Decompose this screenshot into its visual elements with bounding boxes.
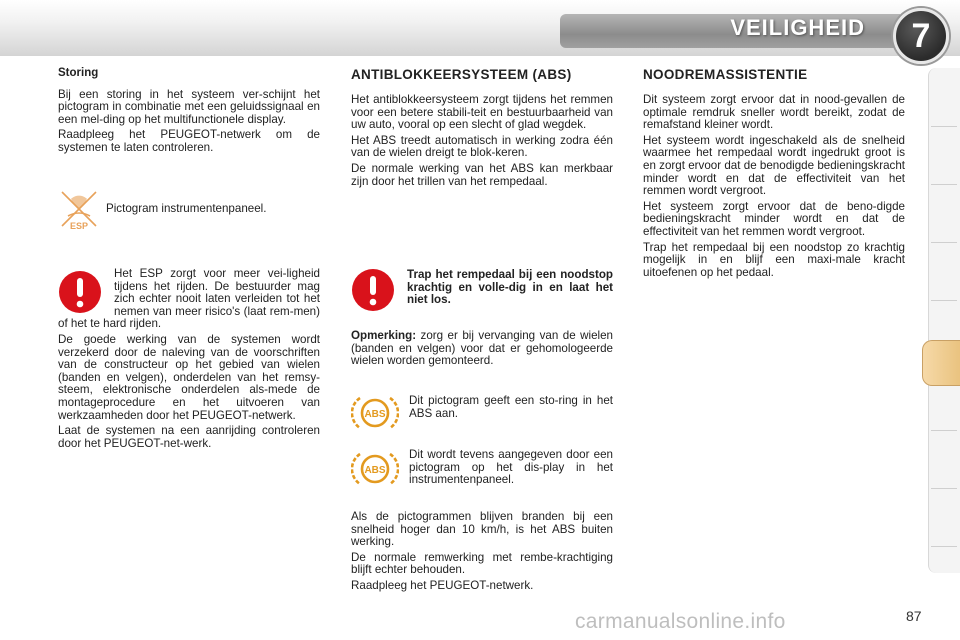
middle-paragraph-5: De normale remwerking met rembe-krachtiging blijft echter behouden. bbox=[351, 550, 613, 577]
middle-paragraph-6: Raadpleeg het PEUGEOT-netwerk. bbox=[351, 578, 534, 592]
left-column bbox=[58, 67, 320, 158]
abs-icon-label: ABS bbox=[364, 409, 386, 420]
middle-paragraph-3: De normale werking van het ABS kan merkbaar zijn door het trillen van het rempedaal. bbox=[351, 161, 613, 188]
middle-paragraph-2: Het ABS treedt automatisch in werking zodra één van de wielen dreigt te blok-keren. bbox=[351, 133, 613, 160]
tab-divider bbox=[931, 184, 957, 185]
tab-divider bbox=[931, 300, 957, 301]
page-title: VEILIGHEID bbox=[730, 15, 865, 40]
middle-warning-block bbox=[351, 266, 613, 314]
right-column bbox=[643, 67, 905, 282]
warning-exclamation-icon bbox=[351, 268, 395, 312]
esp-icon-label: ESP bbox=[69, 221, 89, 231]
esp-warning-text: Het ESP zorgt voor meer vei-ligheid tijdens het rijden. De bestuurder mag zich echter nooit laten verleiden tot het nemen van meer risico's (laat rem-men) of het te hard rijden. bbox=[58, 267, 320, 331]
left-paragraph-3: De goede werking van de systemen wordt verzekerd door de naleving van de voorschriften van de constructeur op het gebied van wielen (banden en velgen), onderdelen van het remsy-steem, elektronische onderdelen als-mede de montageprocedure en het uitvoeren van werkzaamheden door het PEUGEOT-netwerk. bbox=[58, 332, 320, 422]
right-paragraph-4: Trap het rempedaal bij een noodstop zo krachtig mogelijk in en blijf een maxi-male kracht uitoefenen op het pedaal. bbox=[643, 240, 905, 279]
abs-caption-1: Dit pictogram geeft een sto-ring in het ABS aan. bbox=[409, 394, 613, 420]
abs-warning-text: Trap het rempedaal bij een noodstop krachtig en volle-dig in en laat het niet los. bbox=[407, 268, 613, 307]
middle-paragraph-4: Als de pictogrammen blijven branden bij een snelheid hoger dan 10 km/h, is het ABS buiten werking. bbox=[351, 510, 613, 549]
abs-warning-icon bbox=[351, 393, 399, 433]
esp-crossed-icon bbox=[56, 186, 102, 232]
middle-paragraph-1: Het antiblokkeersysteem zorgt tijdens het remmen voor een betere stabili-teit en bestuurbaarheid van uw auto, vooral op een slecht of glad wegdek. bbox=[351, 93, 613, 132]
chapter-tabs bbox=[928, 68, 960, 573]
right-paragraph-1: Dit systeem zorgt ervoor dat in nood-gevallen de optimale remdruk sneller wordt bereikt, zodat de remafstand kleiner wordt. bbox=[643, 93, 905, 132]
right-paragraph-2: Het systeem wordt ingeschakeld als de snelheid waarmee het rempedaal wordt ingedrukt groot is en zorgt ervoor dat de benodigde bedieningskracht minder wordt en dat de effectiviteit van het remmen wordt vergroot. bbox=[643, 133, 905, 198]
tab-divider bbox=[931, 546, 957, 547]
left-paragraph-4: Laat de systemen na een aanrijding controleren door het PEUGEOT-net-werk. bbox=[58, 424, 320, 450]
middle-note bbox=[351, 330, 613, 371]
middle-bottom bbox=[351, 511, 613, 596]
esp-icon-row bbox=[56, 186, 326, 234]
chapter-tab-active[interactable] bbox=[922, 340, 960, 386]
abs-icon-label: ABS bbox=[364, 465, 386, 476]
noodrem-section-title: NOODREMASSISTENTIE bbox=[643, 67, 808, 82]
abs-caption-2: Dit wordt tevens aangegeven door een pictogram op het dis-play in het instrumentenpaneel. bbox=[409, 448, 613, 487]
tab-divider bbox=[931, 488, 957, 489]
tab-divider bbox=[931, 126, 957, 127]
chapter-badge: 7 bbox=[893, 8, 949, 64]
abs-section-title: ANTIBLOKKEERSYSTEEM (ABS) bbox=[351, 67, 572, 82]
left-paragraph-2: Raadpleeg het PEUGEOT-netwerk om de systemen te laten controleren. bbox=[58, 128, 320, 154]
esp-caption: Pictogram instrumentenpaneel. bbox=[106, 202, 267, 215]
left-paragraph-1: Bij een storing in het systeem ver-schijnt het pictogram in combinatie met een geluidssignaal en een mel-ding op het multifunctionele display. bbox=[58, 87, 320, 126]
watermark: carmanualsonline.info bbox=[575, 610, 786, 633]
tab-divider bbox=[931, 242, 957, 243]
abs-row-1 bbox=[351, 393, 613, 433]
abs-row-2 bbox=[351, 449, 613, 493]
middle-column bbox=[351, 67, 613, 191]
tab-divider bbox=[931, 430, 957, 431]
right-paragraph-3: Het systeem zorgt ervoor dat de beno-digde bedieningskracht minder wordt en dat de effectiviteit van het remmen wordt vergroot. bbox=[643, 199, 905, 238]
abs-warning-icon bbox=[351, 449, 399, 489]
left-warning-block bbox=[58, 268, 320, 453]
note-label: Opmerking: bbox=[351, 329, 417, 342]
note-text: zorg er bij vervanging van de wielen (banden en velgen) voor dat er gehomologeerde wielen worden gemonteerd. bbox=[351, 329, 613, 368]
page-number: 87 bbox=[906, 608, 922, 624]
left-heading: Storing bbox=[58, 67, 99, 79]
warning-exclamation-icon bbox=[58, 270, 102, 314]
